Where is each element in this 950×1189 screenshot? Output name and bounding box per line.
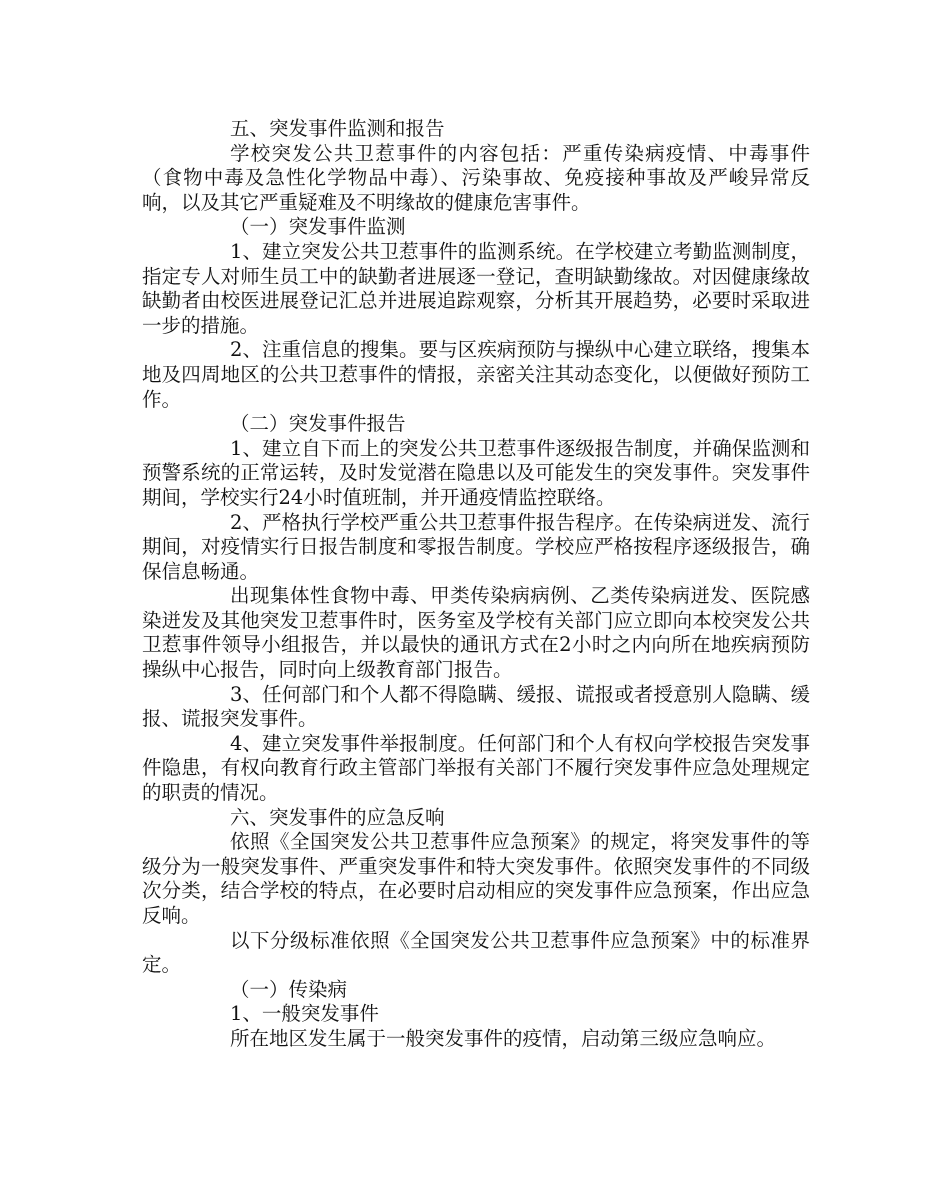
paragraph: 所在地区发生属于一般突发事件的疫情，启动第三级应急响应。 — [230, 1026, 777, 1050]
paragraph: 学校突发公共卫惹事件的内容包括：严重传染病疫情、中毒事件（食物中毒及急性化学物品中毒）、污染事故、免疫接种事故及严峻异常反响，以及其它严重疑难及不明缘故的健康危害事件。 — [142, 141, 810, 214]
subsection-heading-infectious-disease: （一）传染病 — [230, 977, 348, 1001]
paragraph: 2、严格执行学校严重公共卫惹事件报告程序。在传染病迸发、流行期间，对疫情实行日报告制度和零报告制度。学校应严格按程序逐级报告，确保信息畅通。 — [142, 510, 810, 583]
paragraph: 以下分级标准依照《全国突发公共卫惹事件应急预案》中的标准界定。 — [142, 928, 810, 977]
paragraph: 1、建立突发公共卫惹事件的监测系统。在学校建立考勤监测制度，指定专人对师生员工中的缺勤者进展逐一登记，查明缺勤缘故。对因健康缘故缺勤者由校医进展登记汇总并进展追踪观察，分析其开展趋势，必要时采取进一步的措施。 — [142, 239, 810, 337]
document-body — [142, 117, 810, 1052]
paragraph: 2、注重信息的搜集。要与区疾病预防与操纵中心建立联络，搜集本地及四周地区的公共卫惹事件的情报，亲密关注其动态变化，以便做好预防工作。 — [142, 338, 810, 411]
paragraph: 4、建立突发事件举报制度。任何部门和个人有权向学校报告突发事件隐患，有权向教育行政主管部门举报有关部门不履行突发事件应急处理规定的职责的情况。 — [142, 731, 810, 805]
paragraph: 出现集体性食物中毒、甲类传染病病例、乙类传染病迸发、医院感染迸发及其他突发卫惹事件时，医务室及学校有关部门应立即向本校突发公共卫惹事件领导小组报告，并以最快的通讯方式在2小时之内向所在地疾病预防操纵中心报告，同时向上级教育部门报告。 — [142, 584, 810, 682]
item-heading-general-event: 1、一般突发事件 — [230, 1002, 379, 1026]
subsection-heading-monitoring: （一）突发事件监测 — [230, 215, 406, 239]
paragraph: 3、任何部门和个人都不得隐瞒、缓报、谎报或者授意别人隐瞒、缓报、谎报突发事件。 — [142, 682, 810, 731]
section-heading-5: 五、突发事件监测和报告 — [230, 117, 445, 140]
paragraph: 1、建立自下而上的突发公共卫惹事件逐级报告制度，并确保监测和预警系统的正常运转，及时发觉潜在隐患以及可能发生的突发事件。突发事件期间，学校实行24小时值班制，并开通疫情监控联络。 — [142, 436, 810, 509]
paragraph: 依照《全国突发公共卫惹事件应急预案》的规定，将突发事件的等级分为一般突发事件、严重突发事件和特大突发事件。依照突发事件的不同级次分类，结合学校的特点，在必要时启动相应的突发事件应急预案，作出应急反响。 — [142, 830, 810, 927]
section-heading-6: 六、突发事件的应急反响 — [230, 805, 445, 829]
subsection-heading-reporting: （二）突发事件报告 — [230, 412, 406, 436]
